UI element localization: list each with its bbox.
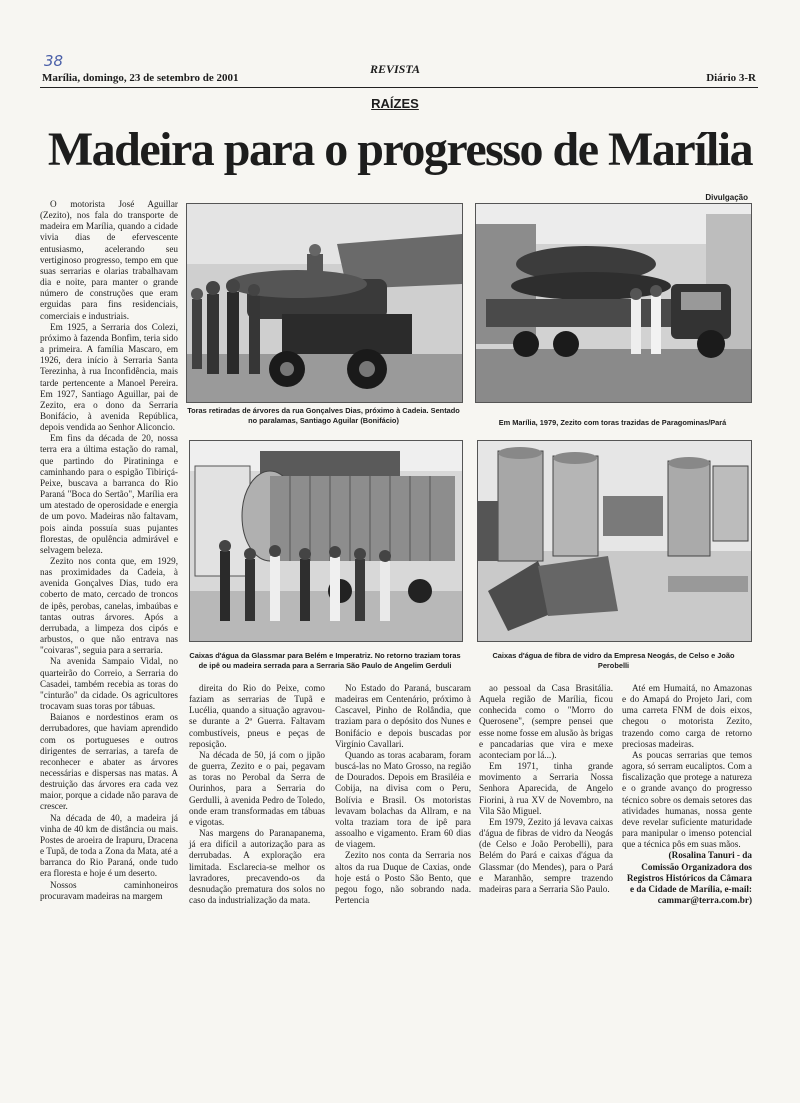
- article-paragraph: Zezito nos conta que, em 1929, nas proximidades da Cadeia, à avenida Gonçalves Dias, tudo era coberto de mato, cercado de troncos de ipês, perobas, canelas, imbaúbas e tantas outras árvores. Após a derrubada, a limpeza dos cipós e arbustos, o que não entrava nas "coivaras", seguia para a serraria.: [40, 556, 178, 656]
- article-column-2: [189, 683, 325, 906]
- article-paragraph: Baianos e nordestinos eram os derrubadores, que haviam aprendido com os portugueses e outros dirigentes de serrarias, a tarefa de reconhecer e abater as árvores necessárias e dispersas nas matas. A destruição das árvores era cada vez maior, porque a cidade não parava de crescer.: [40, 712, 178, 812]
- article-paragraph: Zezito nos conta da Serraria nos altos da rua Duque de Caxias, onde hoje está o Posto São Bento, que pegou fogo, não sobrando nada. Pertencia: [335, 850, 471, 905]
- article-paragraph: O motorista José Aguillar (Zezito), nos fala do transporte de madeira em Marília, quando a cidade vivia dias de efervescente entusiasmo, acelerando seu vertiginoso progresso, tempo em que suas serrarias e olarias trabalhavam dia e noite, para manter o grande número de construções que eram erguidas para fins residenciais, comerciais e industriais.: [40, 199, 178, 321]
- article-paragraph: Na avenida Sampaio Vidal, no quarteirão do Correio, a Serraria do Casadei, também recebia as toras do "cinturão" da cidade. Os agricultores trocavam suas toras por tábuas.: [40, 656, 178, 712]
- photo-fiberglass-tanks: [477, 440, 752, 642]
- article-paragraph: As poucas serrarias que temos agora, só serram eucaliptos. Com a fiscalização que protege a natureza e o grande avanço do progresso técnico sobre os demais setores das atividades humanas, nossa gente deve revelar suficiente maturidade para manipular o imenso potencial que a técnica pôs em suas mãos.: [622, 749, 752, 850]
- header-page-label: Diário 3-R: [706, 72, 756, 84]
- handwritten-page-number: 38: [44, 52, 64, 70]
- article-paragraph: Na década de 50, já com o jipão de guerra, Zezito e o pai, pegavam as toras no Perobal da Serra de Ourinhos, para a Serraria do Gerdulli, à avenida Pedro de Toledo, onde eram transformadas em tábuas e vigotas.: [189, 749, 325, 827]
- header-section-name: REVISTA: [369, 62, 421, 76]
- article-paragraph: Na década de 40, a madeira já vinha de 40 km de distância ou mais. Postes de aroeira de Irapuru, Dracena e Tupã, de toda a Zona da Mata, até a barranca do Rio Paraná, onde tudo era floresta e hoje é um deserto.: [40, 812, 178, 879]
- photo-caption: Caixas d'água de fibra de vidro da Empresa Neogás, de Celso e João Perobelli: [492, 651, 735, 670]
- article-column-5: [622, 683, 752, 906]
- article-paragraph: Em 1979, Zezito já levava caixas d'água de fibras de vidro da Neogás (de Celso e João Perobelli), para Belém do Pará e caixas d'água da Glassmar (do Mendes), para o Pará e Maranhão, sempre trazendo madeiras para a Serraria São Paulo.: [479, 816, 613, 894]
- photo-1979-truck: [475, 203, 752, 403]
- article-paragraph: Quando as toras acabaram, foram buscá-las no Mato Grosso, na região de Dourados. Depois em Brasiléia e Cobija, na divisa com o Peru, Bolívia e Brasil. Os motoristas levavam bolachas da Allram, e na volta traziam tora de ipê para assoalho e vigamento. Eram 60 dias de viagem.: [335, 749, 471, 850]
- article-paragraph: Em 1971, tinha grande movimento a Serraria Nossa Senhora Aparecida, de Angelo Fiorini, à rua XV de Novembro, na Vila São Miguel.: [479, 761, 613, 816]
- article-paragraph: Em 1925, a Serraria dos Colezi, próximo à fazenda Bonfim, teria sido a primeira. A família Mascaro, em 1926, dera início à Serraria Santa Terezinha, à rua Inconfidência, mais tarde pertencente a Manoel Pereira. Em 1927, Santiago Aguillar, pai de Zezito, era o dono da Serraria Bonifácio, à avenida República, depois vendida ao Senhor Aliconcio.: [40, 321, 178, 433]
- photo-credit: Divulgação: [705, 193, 748, 202]
- article-paragraph: ao pessoal da Casa Brasitália. Aquela região de Marília, ficou conhecida como o "Morro do Querosene", (sempre pensei que esse nome fosse em alusão às brigas e pancadarias que vira e mexe aconteciam por lá...).: [479, 683, 613, 760]
- photo-caption: Caixas d'água da Glassmar para Belém e Imperatriz. No retorno traziam toras de ipê ou madeira serrada para a Serraria São Paulo de Angelim Gerduli: [189, 651, 461, 670]
- article-paragraph: direita do Rio do Peixe, como faziam as serrarias de Tupã e Lucélia, quando a situação agravou-se durante a 2ª Guerra. Faltavam combustíveis, pneus e peças de reposição.: [189, 683, 325, 749]
- headline: Madeira para o progresso de Marília: [47, 123, 753, 176]
- article-paragraph: Até em Humaitá, no Amazonas e do Amapá do Projeto Jari, com uma carreta FNM de dois eixos, chegou o motorista Zezito, trazendo como carga de retorno preciosas madeiras.: [622, 683, 752, 749]
- article-column-3: [335, 683, 471, 906]
- header-date: Marília, domingo, 23 de setembro de 2001: [42, 72, 239, 84]
- section-label: RAÍZES: [371, 96, 419, 111]
- article-column-4: [479, 683, 613, 895]
- photo-caption: Toras retiradas de árvores da rua Gonçalves Dias, próximo à Cadeia. Sentado no paralamas, Santiago Aguilar (Bonifácio): [187, 406, 460, 425]
- article-paragraph: Em fins da década de 20, nossa terra era a última estação do ramal, que partindo do Piratininga e caminhando para o espigão Tibiriçá-Peixe, buscava a barranca do Rio Paraná "Boca do Sertão", Marília era um atestado de operosidade e energia de um povo. Madeiras não faltavam, pois ainda possuía suas pujantes florestas, de opulência admirável e selvagem beleza.: [40, 433, 178, 555]
- photo-caption: Em Marília, 1979, Zezito com toras trazidas de Paragominas/Pará: [498, 418, 727, 427]
- author-signature: (Rosalina Tanuri - da Comissão Organizadora dos Registros Históricos da Câmara e da Cidade de Marília, e-mail: cammar@terra.com.br): [626, 850, 752, 905]
- article-paragraph: No Estado do Paraná, buscaram madeiras em Centenário, próximo à Cascavel, Pinho de Rolândia, que traziam para o depósito dos Nunes e Bonifácio e depois buscadas por Virgínio Cavallari.: [335, 683, 471, 749]
- header-rule: [40, 87, 758, 88]
- article-paragraph: Nossos caminhoneiros procuravam madeiras na margem: [40, 879, 178, 901]
- article-paragraph: Nas margens do Paranapanema, já era difícil a autorização para as derrubadas. A exploração era limitada. Esclarecia-se melhor os lavradores, precavendo-os da desnudação prematura dos solos no caso da industrialização da mata.: [189, 828, 325, 905]
- article-column-1: [40, 199, 178, 902]
- photo-tanks-truck: [189, 440, 463, 642]
- photo-old-truck: [186, 203, 463, 403]
